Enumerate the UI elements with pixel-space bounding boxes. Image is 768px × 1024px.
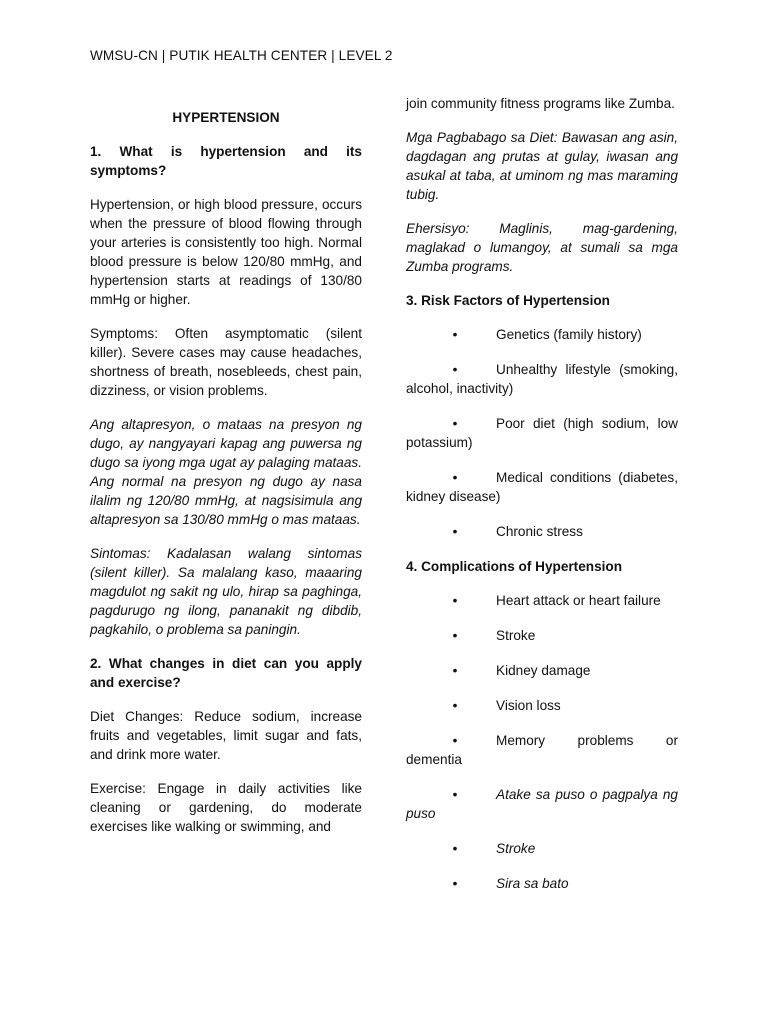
complication-item-filipino: • Stroke xyxy=(406,839,678,858)
bullet-icon: • xyxy=(452,470,458,485)
paragraph-diet-changes: Diet Changes: Reduce sodium, increase fruits and vegetables, limit sugar and fats, and drink more water. xyxy=(90,709,362,762)
page-header: WMSU-CN | PUTIK HEALTH CENTER | LEVEL 2 xyxy=(90,48,393,63)
bullet-icon: • xyxy=(452,628,458,643)
bullet-icon: • xyxy=(452,733,458,748)
bullet-icon: • xyxy=(452,416,458,431)
complication-item: • Memory problems or dementia xyxy=(406,733,678,767)
left-column xyxy=(90,108,362,851)
complication-item: • Stroke xyxy=(406,626,678,645)
right-column xyxy=(406,94,678,909)
bullet-icon: • xyxy=(452,787,458,802)
paragraph-exercise: Exercise: Engage in daily activities like cleaning or gardening, do moderate exercises like walking or swimming, and xyxy=(90,781,362,834)
complication-item: • Vision loss xyxy=(406,696,678,715)
question-3-heading: 3. Risk Factors of Hypertension xyxy=(406,293,610,308)
bullet-icon: • xyxy=(452,362,458,377)
question-1-heading: 1. What is hypertension and its symptoms? xyxy=(90,144,362,178)
bullet-icon: • xyxy=(452,841,458,856)
risk-factor-item: • Poor diet (high sodium, low potassium) xyxy=(406,416,678,450)
bullet-icon: • xyxy=(452,593,458,608)
paragraph-symptoms-filipino: Sintomas: Kadalasan walang sintomas (silent killer). Sa malalang kaso, maaaring magdulot ng sakit ng ulo, hirap sa paghinga, pagdurugo ng ilong, pananakit ng dibdib, pagkahilo, o problema sa paningin. xyxy=(90,546,362,637)
bullet-icon: • xyxy=(452,876,458,891)
bullet-icon: • xyxy=(452,524,458,539)
risk-factor-item: • Chronic stress xyxy=(406,522,678,541)
complication-item-filipino: • Sira sa bato xyxy=(406,874,678,893)
complication-item: • Heart attack or heart failure xyxy=(406,591,678,610)
paragraph-symptoms: Symptoms: Often asymptomatic (silent killer). Severe cases may cause headaches, shortness of breath, nosebleeds, chest pain, dizziness, or vision problems. xyxy=(90,326,362,398)
bullet-icon: • xyxy=(452,698,458,713)
paragraph-diet-filipino: Mga Pagbabago sa Diet: Bawasan ang asin, dagdagan ang prutas at gulay, iwasan ang asukal at taba, at uminom ng mas maraming tubig. xyxy=(406,130,678,202)
bullet-icon: • xyxy=(452,663,458,678)
question-2-heading: 2. What changes in diet can you apply and exercise? xyxy=(90,656,362,690)
paragraph-exercise-continued: join community fitness programs like Zumba. xyxy=(406,96,675,111)
paragraph-exercise-filipino: Ehersisyo: Maglinis, mag-gardening, maglakad o lumangoy, at sumali sa mga Zumba programs. xyxy=(406,221,678,274)
paragraph-definition-filipino: Ang altapresyon, o mataas na presyon ng dugo, ay nangyayari kapag ang puwersa ng dugo sa iyong mga ugat ay palaging mataas. Ang normal na presyon ng dugo ay nasa ilalim ng 120/80 mmHg, at nagsisimula ang altapresyon sa 130/80 mmHg o mas mataas. xyxy=(90,417,362,527)
risk-factor-item: • Unhealthy lifestyle (smoking, alcohol, inactivity) xyxy=(406,362,678,396)
complication-item-filipino: • Atake sa puso o pagpalya ng puso xyxy=(406,787,678,821)
paragraph-definition: Hypertension, or high blood pressure, occurs when the pressure of blood flowing through your arteries is consistently too high. Normal blood pressure is below 120/80 mmHg, and hypertension starts at readings of 130/80 mmHg or higher. xyxy=(90,197,362,307)
bullet-icon: • xyxy=(452,327,458,342)
risk-factor-item: • Genetics (family history) xyxy=(406,325,678,344)
risk-factor-item: • Medical conditions (diabetes, kidney disease) xyxy=(406,470,678,504)
document-title: HYPERTENSION xyxy=(172,110,280,125)
question-4-heading: 4. Complications of Hypertension xyxy=(406,559,623,574)
complication-item: • Kidney damage xyxy=(406,661,678,680)
